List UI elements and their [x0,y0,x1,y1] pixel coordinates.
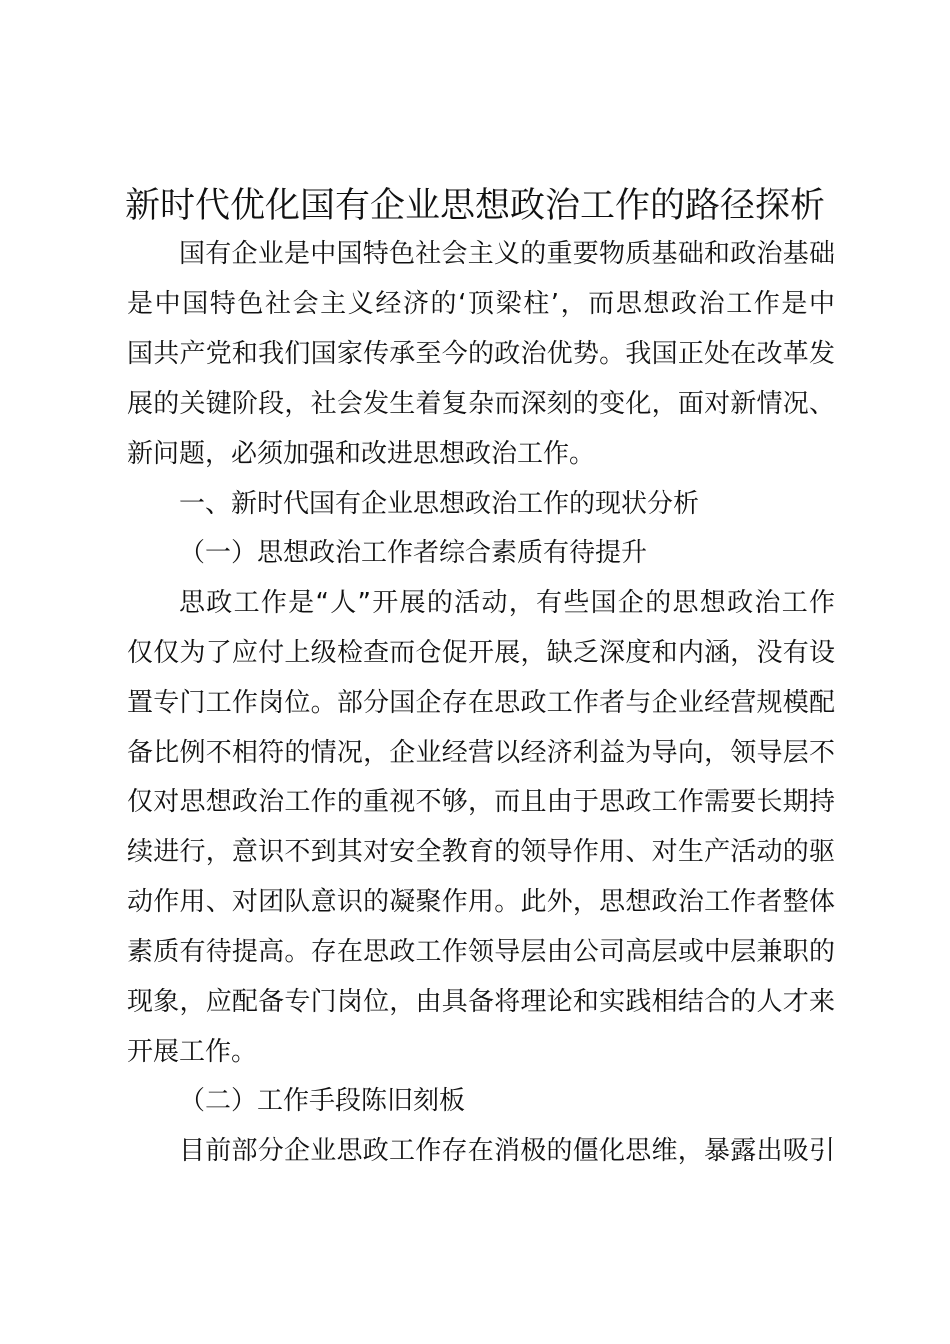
body-line: 现象，应配备专门岗位，由具备将理论和实践相结合的人才来 [127,987,835,1017]
document-title: 新时代优化国有企业思想政治工作的路径探析 [124,186,825,226]
body-line: 仅仅为了应付上级检查而仓促开展，缺乏深度和内涵，没有设 [127,638,835,668]
body-line: 续进行，意识不到其对安全教育的领导作用、对生产活动的驱 [127,837,835,867]
body-line: 素质有待提高。存在思政工作领导层由公司高层或中层兼职的 [127,937,835,967]
subsection-heading: （一）思想政治工作者综合素质有待提升 [179,538,648,568]
body-line: 备比例不相符的情况，企业经营以经济利益为导向，领导层不 [127,738,835,768]
section-heading: 一、新时代国有企业思想政治工作的现状分析 [179,489,700,519]
body-line: 目前部分企业思政工作存在消极的僵化思维，暴露出吸引 [179,1136,835,1166]
body-line: 国有企业是中国特色社会主义的重要物质基础和政治基础 [179,239,835,269]
body-line: 思政工作是“人”开展的活动，有些国企的思想政治工作 [179,588,835,618]
body-line: 新问题，必须加强和改进思想政治工作。 [127,439,596,469]
body-line: 仅对思想政治工作的重视不够，而且由于思政工作需要长期持 [127,787,835,817]
body-line: 置专门工作岗位。部分国企存在思政工作者与企业经营规模配 [127,688,835,718]
body-line: 展的关键阶段，社会发生着复杂而深刻的变化，面对新情况、 [127,389,835,419]
body-line: 开展工作。 [127,1037,258,1067]
body-line: 动作用、对团队意识的凝聚作用。此外，思想政治工作者整体 [127,887,835,917]
body-line: 国共产党和我们国家传承至今的政治优势。我国正处在改革发 [127,339,835,369]
subsection-heading: （二）工作手段陈旧刻板 [179,1086,466,1116]
body-line: 是中国特色社会主义经济的‘顶梁柱’，而思想政治工作是中 [127,289,835,319]
